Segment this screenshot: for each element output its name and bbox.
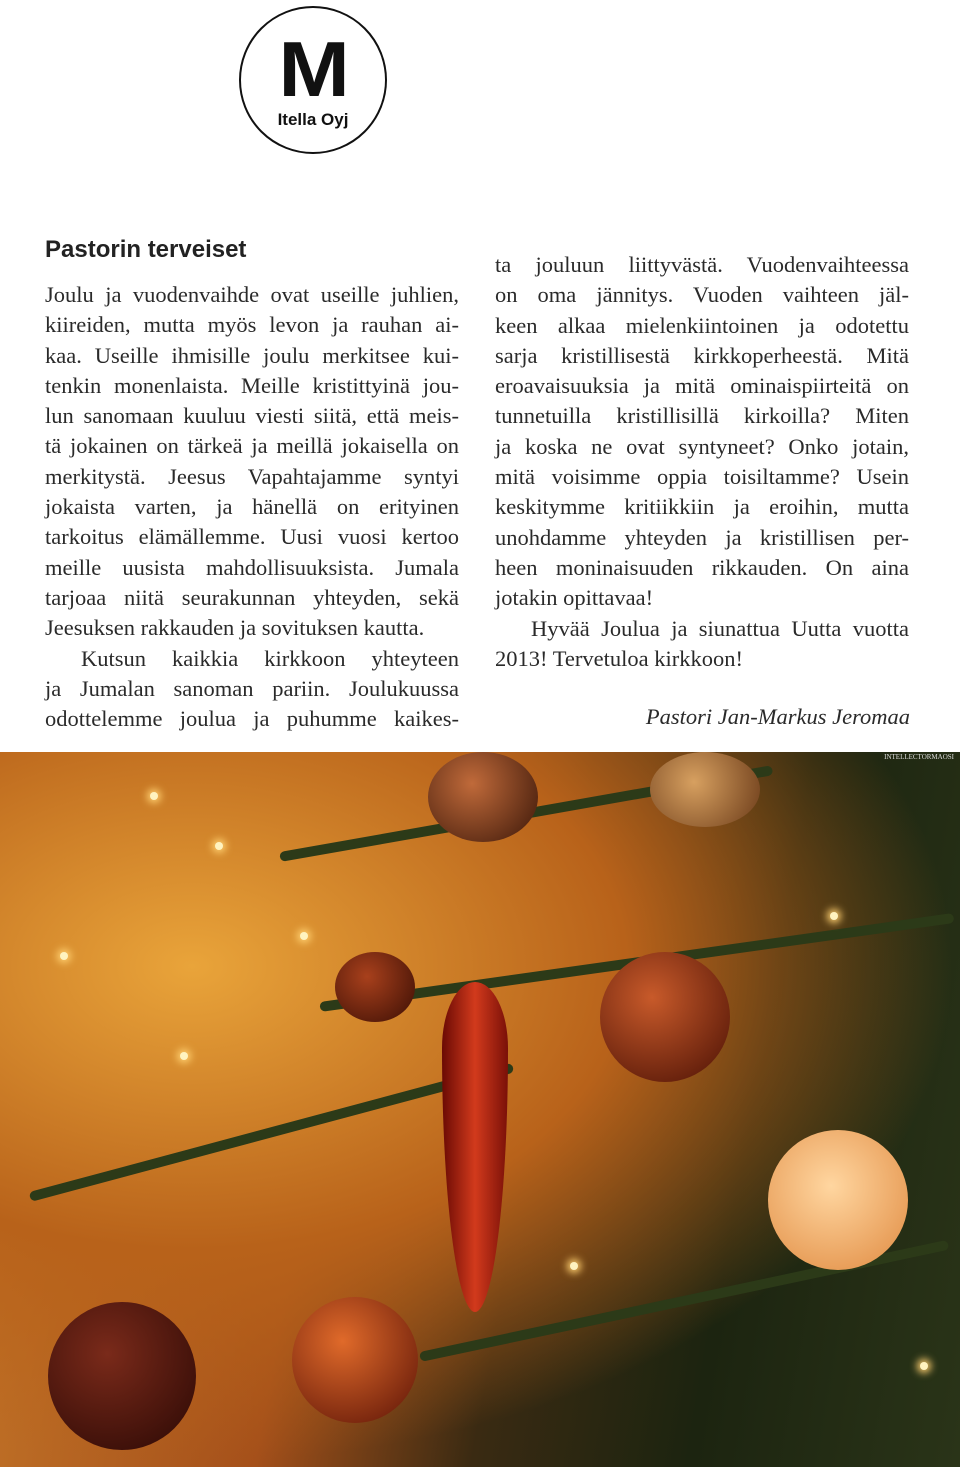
text-line: eroavaisuuksia ja mitä ominaispiirteitä on: [495, 373, 909, 399]
text-line: kiireiden, mutta myös levon ja rauhan ai-: [45, 312, 459, 338]
photo-watermark: INTELLECTORMAOSI: [884, 753, 954, 761]
text-line: merkitystä. Jeesus Vapahtajamme syntyi: [45, 463, 459, 489]
text-line: tarkoitus elämällemme. Uusi vuosi kertoo: [45, 524, 459, 550]
logo-name: Itella Oyj: [277, 110, 349, 129]
text-line: meille uusista mahdollisuuksista. Jumala: [45, 554, 459, 580]
text-line: odottelemme joulua ja puhumme kaikes-: [45, 706, 459, 732]
itella-logo: [239, 6, 387, 154]
text-line: tunnetuilla kristillisillä kirkoilla? Miten: [495, 403, 909, 429]
text-line: on oma jännitys. Vuoden vaihteen jäl-: [495, 282, 909, 308]
text-line: kaa. Useille ihmisille joulu merkitsee kui-: [45, 342, 459, 368]
text-line: heen moninaisuuden rikkauden. On aina: [495, 554, 909, 580]
text-line: ja koska ne ovat syntyneet? Onko jotain,: [495, 433, 909, 459]
column-right: [495, 250, 909, 674]
text-line: Hyvää Joulua ja siunattua Uutta vuotta: [531, 615, 909, 641]
text-line: unohdamme yhteyden ja kristillisen per-: [495, 524, 909, 550]
column-left: [45, 280, 459, 734]
christmas-tree-photo: [0, 752, 960, 1467]
text-line: mitä voisimme oppia toisiltamme? Usein: [495, 464, 909, 490]
text-line: tarjoaa niitä seurakunnan yhteyden, sekä: [45, 584, 459, 610]
text-line: keen alkaa mielenkiintoinen ja odotettu: [495, 312, 909, 338]
text-line: 2013! Tervetuloa kirkkoon!: [495, 645, 743, 671]
article-title: Pastorin terveiset: [45, 236, 247, 263]
text-line: tä jokainen on tärkeä ja meillä jokaisella on: [45, 433, 459, 459]
text-line: Jeesuksen rakkauden ja sovituksen kautta.: [45, 615, 425, 641]
text-line: Kutsun kaikkia kirkkoon yhteyteen: [81, 645, 459, 671]
text-line: ta jouluun liittyvästä. Vuodenvaihteessa: [495, 252, 909, 277]
text-line: lun sanomaan kuuluu viesti siitä, että meis-: [45, 403, 459, 429]
text-line: keskitymme kritiikkiin ja eroihin, mutta: [495, 494, 909, 520]
signature: Pastori Jan-Markus Jeromaa: [645, 704, 910, 729]
text-line: sarja kristillisestä kirkkoperheestä. Mitä: [495, 342, 909, 368]
text-line: Joulu ja vuodenvaihde ovat useille juhlien,: [45, 282, 459, 307]
text-line: jokaista varten, ja hänellä on erityinen: [45, 494, 459, 520]
text-line: ja Jumalan sanoman pariin. Joulukuussa: [45, 675, 459, 701]
text-line: tenkin monenlaista. Meille kristittyinä jou-: [45, 372, 459, 398]
text-line: jotakin opittavaa!: [495, 585, 654, 611]
logo-letter: M: [278, 25, 348, 113]
